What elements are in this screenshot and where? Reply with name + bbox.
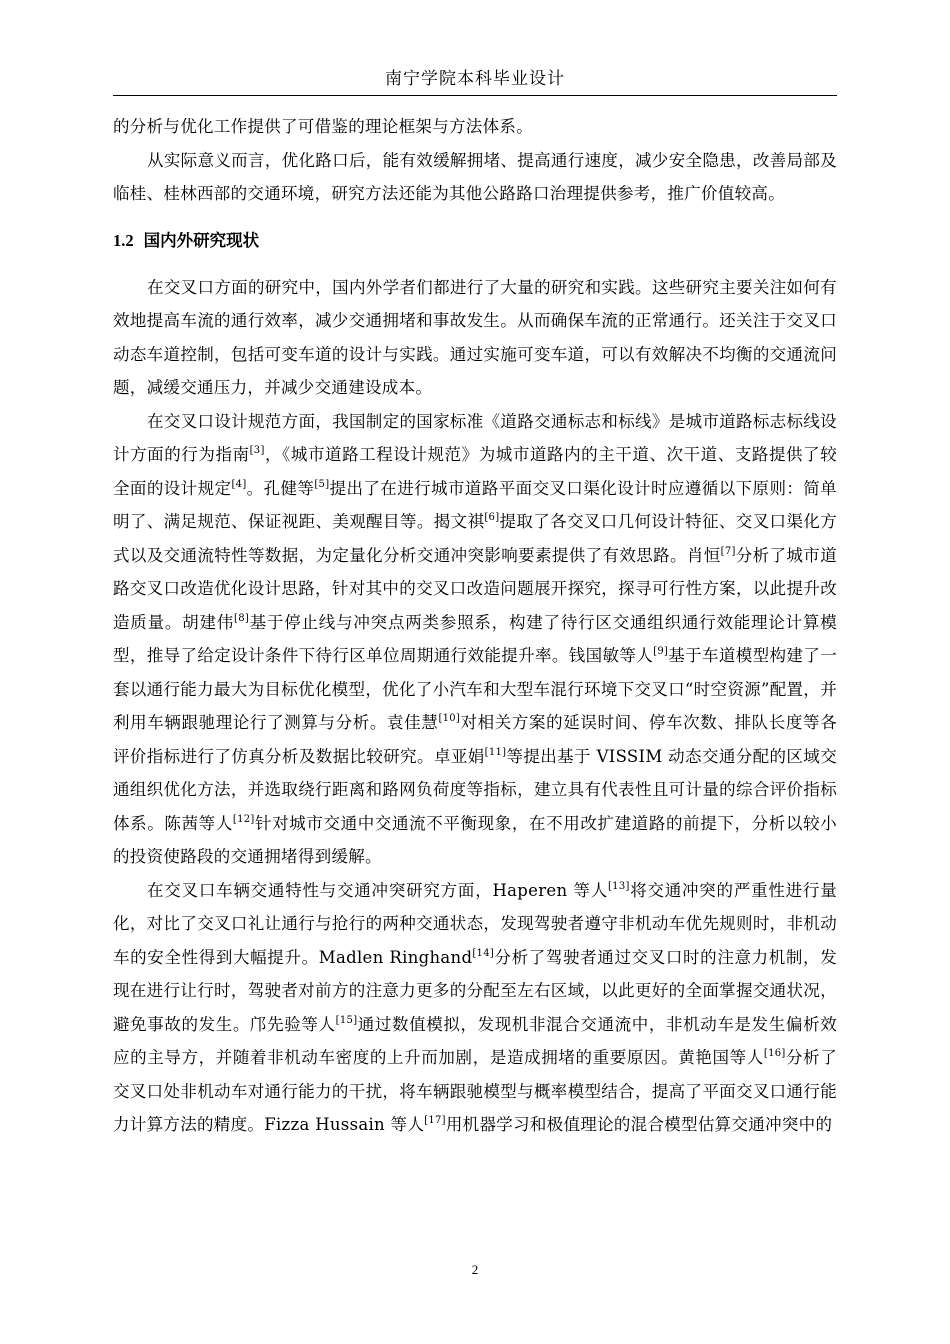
text-segment: 提取了各交叉口几何设计特征、交叉口渠化方式以及交通流特性等数据，为定量化分析交通冲突影响要素提供了有效思路。肖恒 (113, 512, 837, 565)
page-header (113, 66, 837, 96)
text-segment: 基于停止线与冲突点两类参照系，构建了待行区交通组织通行效能理论计算模型，推导了给定设计条件下待行区单位周期通行效能提升率。钱国敏等人 (113, 612, 838, 665)
text-segment: 分析了交叉口处非机动车对通行能力的干扰，将车辆跟驰模型与概率模型结合，提高了平面交叉口通行能力计算方法的精度。Fizza Hussain 等人 (113, 1048, 837, 1134)
text-segment: 通过数值模拟，发现机非混合交通流中，非机动车是发生偏析效应的主导方，并随着非机动车密度的上升而加剧，是造成拥堵的重要原因。黄艳国等人 (113, 1014, 837, 1067)
citation-ref: [16] (763, 1048, 786, 1059)
text-segment: 在交叉口设计规范方面，我国制定的国家标准《道路交通标志和标线》是城市道路标志标线设计方面的行为指南 (113, 411, 837, 464)
document-body (113, 110, 837, 1142)
citation-ref: [17] (424, 1115, 446, 1126)
section-title: 国内外研究现状 (143, 230, 260, 250)
citation-ref: [11] (484, 746, 507, 758)
citation-ref: [3] (249, 445, 265, 456)
text-segment: 分析了城市道路交叉口改造优化设计思路，针对其中的交叉口改造问题展开探究，探寻可行性方案，以此提升改造质量。胡建伟 (113, 545, 837, 632)
text-segment: 提出了在进行城市道路平面交叉口渠化设计时应遵循以下原则：简单明了、满足规范、保证视距、美观醒目等。揭文祺 (113, 478, 838, 531)
citation-ref: [15] (335, 1014, 358, 1026)
paragraph-continued: 的分析与优化工作提供了可借鉴的理论框架与方法体系。 (113, 117, 533, 136)
citation-ref: [5] (314, 478, 330, 490)
text-segment: ，《城市道路工程设计规范》为城市道路内的主干道、次干道、支路提供了较全面的设计规定 (113, 445, 837, 498)
paragraph-intersection-research: 在交叉口方面的研究中，国内外学者们都进行了大量的研究和实践。这些研究主要关注如何有效地提高车流的通行效率，减少交通拥堵和事故发生。从而确保车流的正常通行。还关注于交叉口动态车道控制，包括可变车道的设计与实践。通过实施可变车道，可以有效解决不均衡的交通流问题，减缓交通压力，并减少交通建设成本。 (113, 277, 837, 397)
text-segment: 针对城市交通中交通流不平衡现象，在不用改扩建道路的前提下，分析以较小的投资使路段的交通拥堵得到缓解。 (113, 813, 837, 866)
text-segment: 将交通冲突的严重性进行量化，对比了交叉口礼让通行与抢行的两种交通状态，发现驾驶者遵守非机动车优先规则时，非机动车的安全性得到大幅提升。Madlen Ringhand (113, 880, 838, 967)
citation-ref: [7] (720, 545, 736, 557)
text-segment: 分析了驾驶者通过交叉口时的注意力机制，发现在进行让行时，驾驶者对前方的注意力更多的分配至左右区域，以此更好的全面掌握交通状况，避免事故的发生。邝先验等人 (113, 947, 837, 1034)
citation-ref: [13] (607, 880, 630, 892)
text-segment: 对相关方案的延误时间、停车次数、排队长度等各评价指标进行了仿真分析及数据比较研究。卓亚娟 (113, 713, 837, 766)
text-segment: 用机器学习和极值理论的混合模型估算交通冲突中的 (445, 1115, 833, 1134)
page-number: 2 (471, 1262, 479, 1277)
citation-ref: [9] (653, 646, 669, 657)
paragraph-design-standards (113, 405, 837, 874)
text-segment: 。孔健等 (246, 478, 315, 498)
text-segment: 等提出基于 VISSIM 动态交通分配的区域交通组织优化方法，并选取绕行距离和路网负荷度等指标，建立具有代表性且可计量的综合评价指标体系。陈茜等人 (113, 746, 837, 833)
citation-ref: [4] (231, 478, 247, 490)
citation-ref: [12] (232, 813, 255, 825)
text-segment: 基于车道模型构建了一套以通行能力最大为目标优化模型，优化了小汽车和大型车混行环境下交叉口“时空资源”配置，并利用车辆跟驰理论行了测算与分析。袁佳慧 (113, 646, 837, 732)
paragraph-traffic-conflict (113, 874, 837, 1142)
section-heading (113, 228, 837, 254)
citation-ref: [14] (472, 947, 495, 959)
citation-ref: [10] (438, 713, 461, 724)
citation-ref: [8] (234, 612, 250, 624)
text-segment: 在交叉口车辆交通特性与交通冲突研究方面，Haperen 等人 (147, 880, 608, 900)
paragraph-practical-significance: 从实际意义而言，优化路口后，能有效缓解拥堵、提高通行速度，减少安全隐患，改善局部及临桂、桂林西部的交通环境，研究方法还能为其他公路路口治理提供参考，推广价值较高。 (113, 150, 837, 203)
citation-ref: [6] (484, 512, 500, 523)
header-title: 南宁学院本科毕业设计 (385, 69, 565, 89)
section-number: 1.2 (113, 230, 134, 250)
